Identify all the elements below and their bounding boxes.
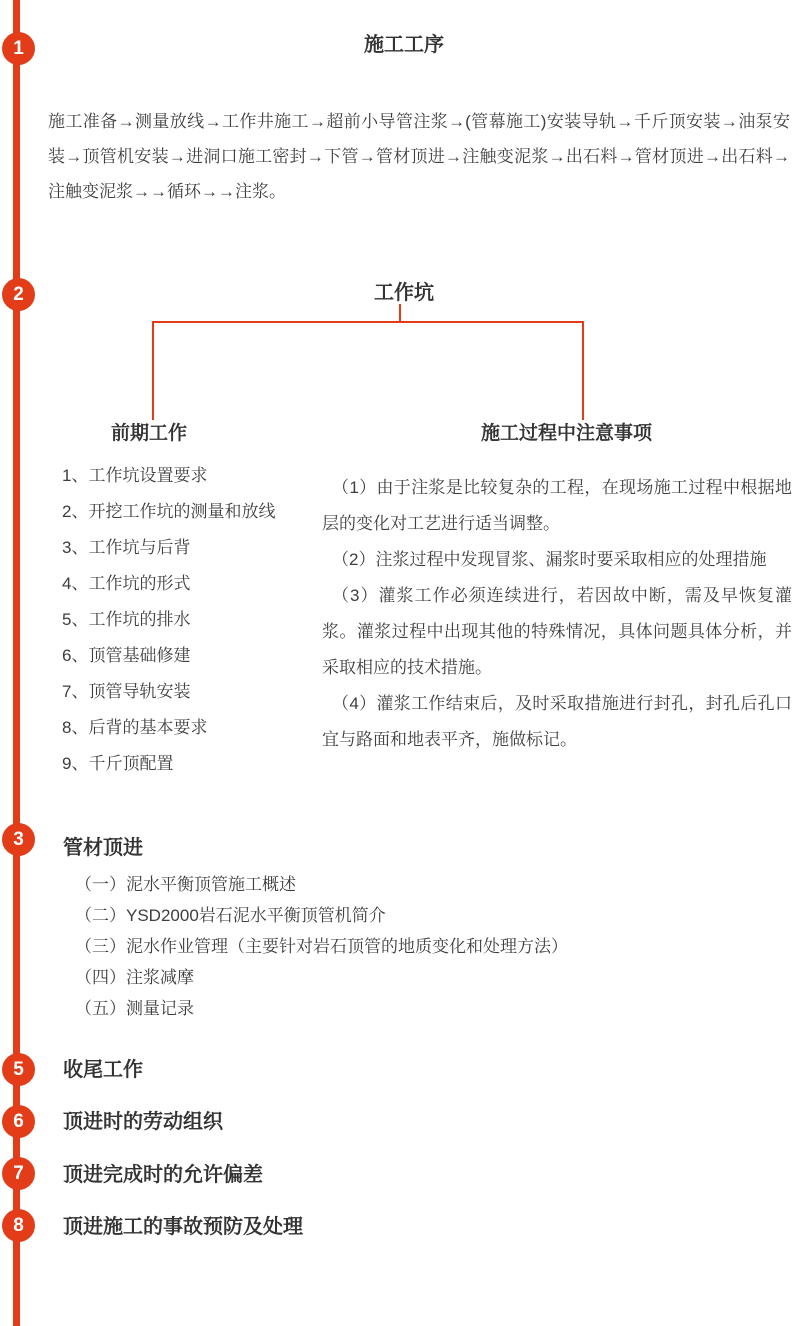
section-title-allowable-deviation: 顶进完成时的允许偏差: [63, 1164, 263, 1186]
list-item: 9、千斤顶配置: [62, 754, 174, 773]
note-paragraph: （4）灌浆工作结束后，及时采取措施进行封孔，封孔后孔口宜与路面和地表平齐，施做标记。: [322, 694, 792, 749]
branch-heading-construction-notes: 施工过程中注意事项: [481, 423, 653, 444]
list-item: 3、工作坑与后背: [62, 538, 191, 557]
note-paragraph: （3）灌浆工作必须连续进行，若因故中断，需及早恢复灌浆。灌浆过程中出现其他的特殊情况，具体问题具体分析，并采取相应的技术措施。: [322, 586, 792, 677]
section-title-pipe-jacking: 管材顶进: [63, 837, 143, 859]
list-item: 7、顶管导轨安装: [62, 682, 191, 701]
section-title-accident-prevention: 顶进施工的事故预防及处理: [63, 1216, 303, 1238]
step-badge-5: 5: [2, 1053, 35, 1086]
construction-notes-block: [322, 470, 792, 758]
tree-connector-right-leg: [582, 323, 584, 420]
list-item: 4、工作坑的形式: [62, 574, 191, 593]
section-title-labor-organization: 顶进时的劳动组织: [63, 1111, 223, 1133]
pipe-jacking-list: [75, 869, 568, 1024]
list-item: 2、开挖工作坑的测量和放线: [62, 502, 276, 521]
tree-connector-stem: [399, 304, 401, 322]
step-badge-2: 2: [2, 278, 35, 311]
step-badge-6: 6: [2, 1105, 35, 1138]
list-item: 5、工作坑的排水: [62, 610, 191, 629]
note-paragraph: （1）由于注浆是比较复杂的工程，在现场施工过程中根据地层的变化对工艺进行适当调整。: [322, 478, 792, 533]
tree-connector-left-leg: [152, 323, 154, 420]
tree-connector-horizontal: [152, 321, 584, 323]
section-title-finishing-work: 收尾工作: [63, 1059, 143, 1081]
construction-flow-paragraph: 施工准备→测量放线→工作井施工→超前小导管注浆→(管幕施工)安装导轨→千斤顶安装→油泵安装→顶管机安装→进洞口施工密封→下管→管材顶进→注触变泥浆→出石料→管材顶进→出石料→注触变泥浆→→循环→→注浆。: [48, 112, 790, 201]
step-badge-8: 8: [2, 1209, 35, 1242]
list-item: （一）泥水平衡顶管施工概述: [75, 875, 296, 894]
section-title-construction-sequence: 施工工序: [364, 34, 444, 56]
step-badge-1: 1: [2, 32, 35, 65]
step-badge-7: 7: [2, 1157, 35, 1190]
list-item: （四）注浆减摩: [75, 968, 194, 987]
preliminary-work-list: [62, 458, 275, 782]
list-item: 1、工作坑设置要求: [62, 466, 208, 485]
section-title-work-pit: 工作坑: [374, 282, 434, 304]
list-item: （五）测量记录: [75, 999, 194, 1018]
list-item: 8、后背的基本要求: [62, 718, 208, 737]
list-item: （三）泥水作业管理（主要针对岩石顶管的地质变化和处理方法）: [75, 937, 568, 956]
list-item: （二）YSD2000岩石泥水平衡顶管机简介: [75, 906, 386, 925]
step-badge-3: 3: [2, 823, 35, 856]
list-item: 6、顶管基础修建: [62, 646, 191, 665]
note-paragraph: （2）注浆过程中发现冒浆、漏浆时要采取相应的处理措施: [332, 550, 767, 569]
branch-heading-preliminary-work: 前期工作: [111, 423, 188, 444]
